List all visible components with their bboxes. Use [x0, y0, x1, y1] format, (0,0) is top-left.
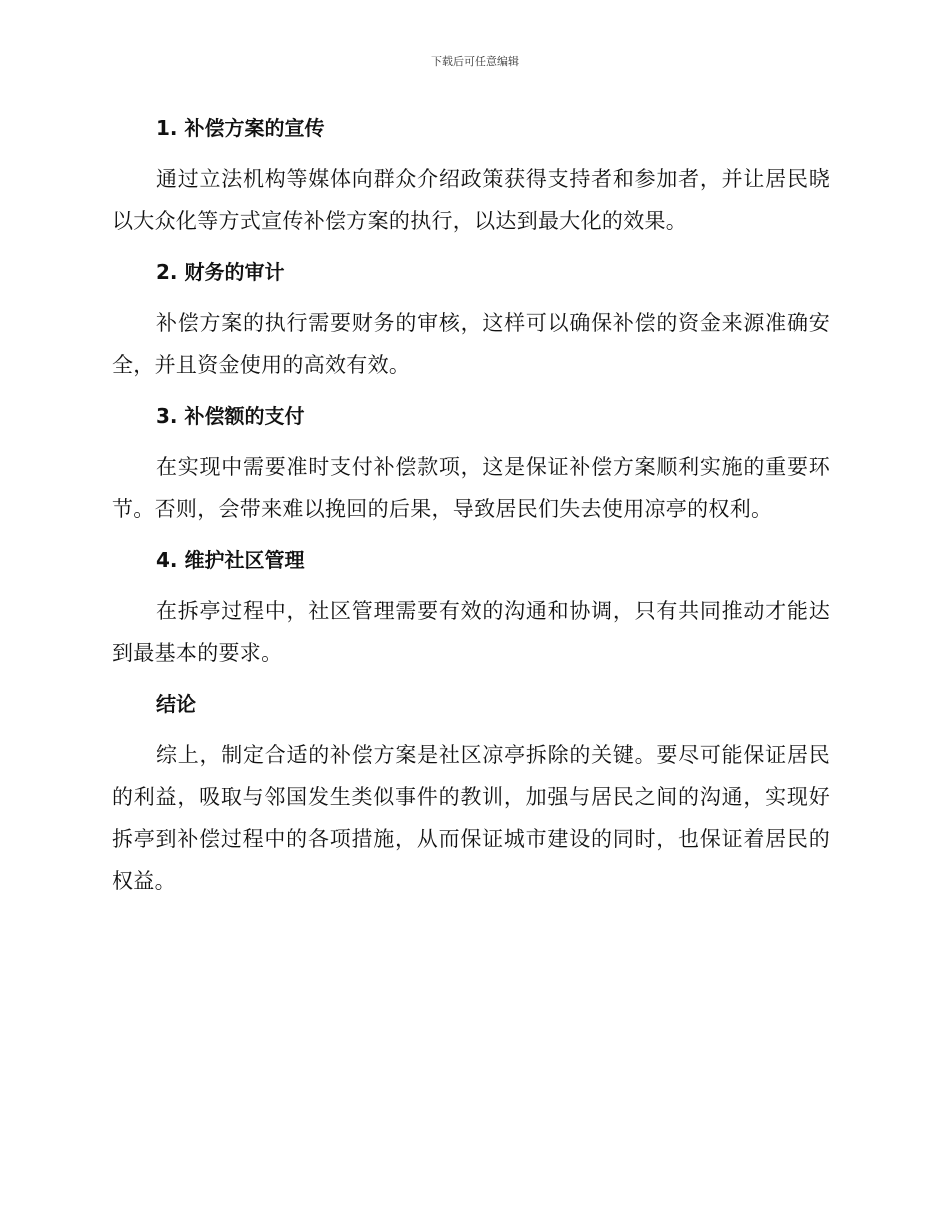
- section-paragraph: 补偿方案的执行需要财务的审核，这样可以确保补偿的资金来源准确安全，并且资金使用的高效有效。: [112, 311, 830, 377]
- section-heading: 结论: [156, 692, 196, 716]
- section-conclusion: [112, 684, 830, 902]
- section-community-management: [112, 540, 830, 674]
- section-heading: 1. 补偿方案的宣传: [156, 116, 325, 140]
- section-publicity: [112, 108, 830, 242]
- section-heading: 2. 财务的审计: [156, 260, 285, 284]
- section-payment: [112, 396, 830, 530]
- section-paragraph: 在实现中需要准时支付补偿款项，这是保证补偿方案顺利实施的重要环节。否则，会带来难以挽回的后果，导致居民们失去使用凉亭的权利。: [112, 455, 830, 521]
- section-paragraph: 综上，制定合适的补偿方案是社区凉亭拆除的关键。要尽可能保证居民的利益，吸取与邻国发生类似事件的教训，加强与居民之间的沟通，实现好拆亭到补偿过程中的各项措施，从而保证城市建设的同时，也保证着居民的权益。: [112, 743, 830, 893]
- section-audit: [112, 252, 830, 386]
- document-body: [112, 108, 830, 902]
- section-paragraph: 在拆亭过程中，社区管理需要有效的沟通和协调，只有共同推动才能达到最基本的要求。: [112, 599, 830, 665]
- section-heading: 4. 维护社区管理: [156, 548, 305, 572]
- section-paragraph: 通过立法机构等媒体向群众介绍政策获得支持者和参加者，并让居民晓以大众化等方式宣传补偿方案的执行，以达到最大化的效果。: [112, 167, 830, 233]
- page-header-note: 下载后可任意编辑: [431, 55, 519, 68]
- section-heading: 3. 补偿额的支付: [156, 404, 305, 428]
